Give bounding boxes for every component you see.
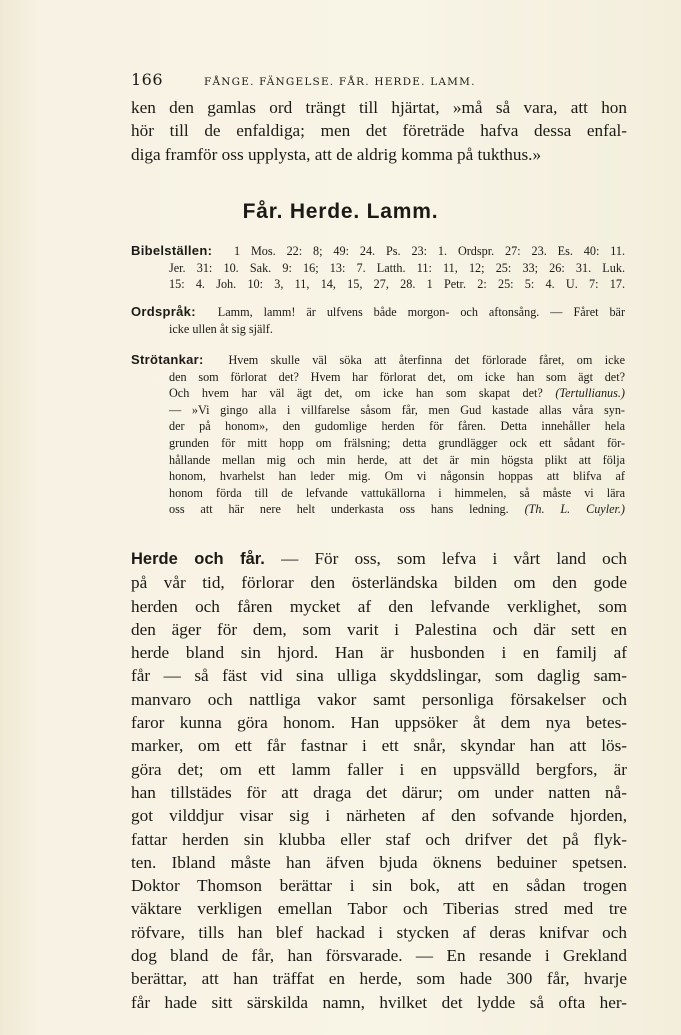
text-line: faror kunna göra honom. Han uppsöker åt dem nya betes- <box>131 713 627 733</box>
citation: (Th. L. Cuyler.) <box>524 502 625 517</box>
text-line: röfvare, tills han blef hackad i stycken af deras knifvar och <box>131 922 627 942</box>
text-line: hållande mellan mig och min herde, att det är min högsta plikt att följa <box>169 452 625 467</box>
citation: (Tertullianus.) <box>555 386 625 401</box>
text-line: herden och fåren mycket af den lefvande verklighet, som <box>131 596 627 616</box>
text-line: dog bland de får, han försvarade. — En resande i Grekland <box>131 946 627 966</box>
text-line: får — så fäst vid sina ulliga skyddslingar, som daglig sam- <box>131 666 627 686</box>
text-line: — För oss, som lefva i vårt land och <box>264 549 627 568</box>
text-line: honom, hvarhelst han leder mig. Om vi någonsin hoppas att blifva af <box>169 469 625 484</box>
text-line: icke ullen åt sig själf. <box>169 321 273 336</box>
text-line: diga framför oss upplysta, att de aldrig komma på tukthus.» <box>131 144 542 164</box>
ordsprak-block <box>131 304 625 337</box>
text-line: 15: 4. Joh. 10: 3, 11, 14, 15, 27, 28. 1 Petr. 2: 25: 5: 4. U. 7: 17. <box>169 277 625 292</box>
text-line: han tillstädes för att draga det därur; om under natten nå- <box>131 782 627 802</box>
text-line: väktare verkligen emellan Tabor och Tiberias stred med tre <box>131 899 627 919</box>
text-line: der på honom», den gudomlige herden för fåren. Detta innehåller hela <box>169 419 625 434</box>
text-line: Hvem skulle väl söka att återfinna det förlorade fåret, om icke <box>228 353 626 367</box>
text-line: grunden för mitt hopp om frälsning; detta grundlägger ock ett sådant för- <box>169 435 625 450</box>
strotankar-block <box>131 352 625 518</box>
text-line: får hade sitt särskilda namn, hvilket det lydde så ofta her- <box>131 992 627 1012</box>
text-line: 1 Mos. 22: 8; 49: 24. Ps. 23: 1. Ordspr. 27: 23. Es. 40: 11. <box>233 244 626 258</box>
text-line: göra det; om ett lamm faller i en uppsvälld bergfors, är <box>131 759 627 779</box>
text-line: oss att här nere helt underkasta oss hans ledning. <box>169 502 509 517</box>
text-line: ken den gamlas ord trängt till hjärtat, »må så vara, att hon <box>131 98 627 117</box>
text-line: manvaro och nattliga vakor samt personliga försakelser och <box>131 689 627 709</box>
text-line: — »Vi gingo alla i villfarelse såsom får, men Gud kastade allas våra syn- <box>169 402 625 417</box>
text-line: fattar herden sin klubba eller staf och drifver det på flyk- <box>131 829 627 849</box>
text-line: got vilddjur visar sig i närheten af den sofvande hjorden, <box>131 806 627 826</box>
page-header <box>131 70 631 89</box>
running-title: FÅNGE. FÄNGELSE. FÅR. HERDE. LAMM. <box>204 76 476 88</box>
text-line: ten. Ibland måste han äfven bjuda öknens beduiner spetsen. <box>131 852 627 872</box>
paragraph-lead: Herde och får. <box>131 550 265 568</box>
text-line: berättar, att han träffat en herde, som hade 300 får, hvarje <box>131 969 627 989</box>
ordsprak-label: Ordspråk: <box>131 304 196 319</box>
section-title: Får. Herde. Lamm. <box>242 200 439 223</box>
bibelstallen-block <box>131 243 625 293</box>
text-line: den som förlorat det? Hvem har förlorat det, om icke han som ägt det? <box>169 369 625 384</box>
page-number: 166 <box>131 70 164 89</box>
text-line: den äger för dem, som varit i Palestina och där sett en <box>131 619 627 639</box>
strotankar-label: Strötankar: <box>131 352 204 367</box>
text-line: herde bland sin hjord. Han är husbonden i en familj af <box>131 643 627 663</box>
bibelstallen-label: Bibelställen: <box>131 243 213 258</box>
text-line: Jer. 31: 10. Sak. 9: 16; 13: 7. Latth. 11: 11, 12; 25: 33; 26: 31. Luk. <box>169 260 625 275</box>
herde-och-far-paragraph <box>131 547 627 1014</box>
text-line: marker, om ett får fastnar i ett snår, skyndar han att lös- <box>131 736 627 756</box>
text-line: på vår tid, förlorar den österländska bilden om den gode <box>131 573 627 593</box>
text-line: Lamm, lamm! är ulfvens både morgon- och aftonsång. — Fåret bär <box>217 305 626 319</box>
text-line: Och hvem har väl ägt det, om icke han som skapat det? <box>169 386 543 401</box>
text-line: Doktor Thomson berättar i sin bok, att en sådan trogen <box>131 876 627 896</box>
text-line: honom förda till de lefvande vattukällorna i himmelen, så måste vi lära <box>169 485 625 500</box>
continuation-paragraph <box>131 96 627 166</box>
text-line: hör till de enfaldiga; men det företräde hafva dessa enfal- <box>131 121 627 141</box>
